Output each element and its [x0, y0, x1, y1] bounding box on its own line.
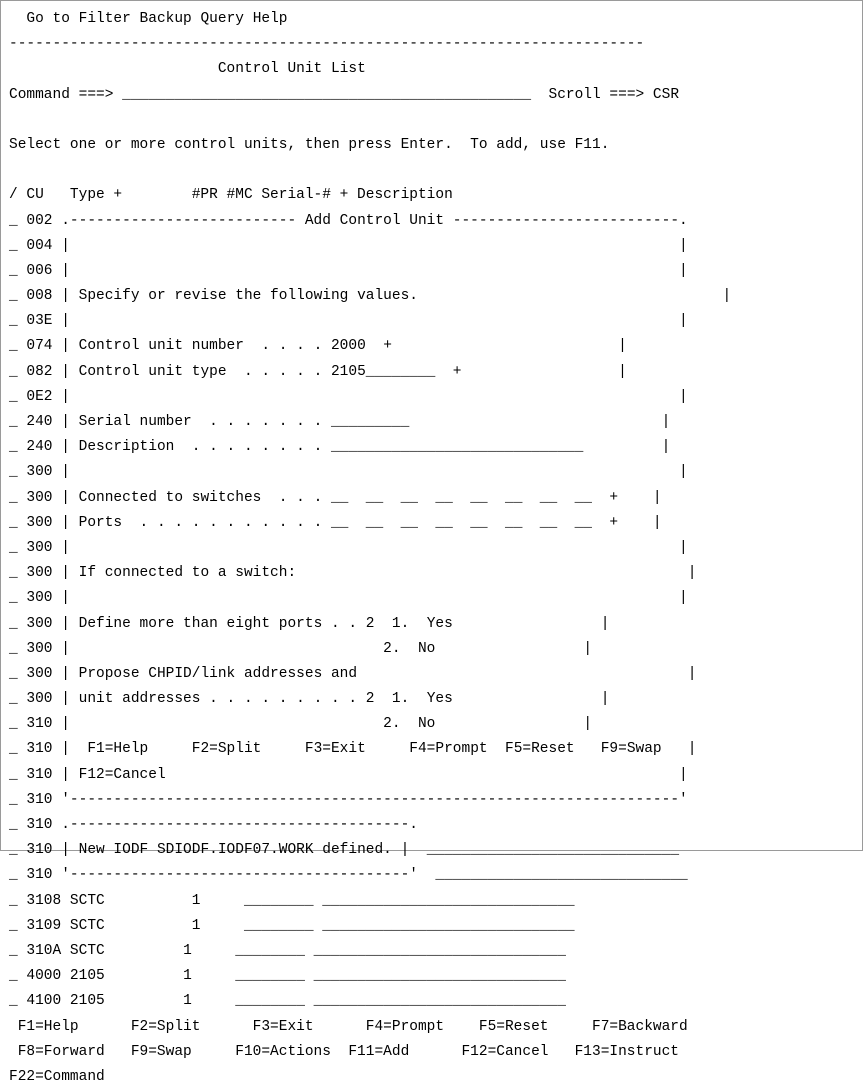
- row-cu: 3108: [26, 892, 62, 909]
- row-select[interactable]: _: [9, 917, 18, 934]
- option-propose-no[interactable]: 2. No: [383, 716, 436, 733]
- blank-row: [9, 158, 731, 183]
- row-select[interactable]: _: [9, 741, 18, 758]
- row-cu: 240: [26, 439, 53, 456]
- row-select[interactable]: _: [9, 716, 18, 733]
- field-input-ports[interactable]: __ __ __ __ __ __ __ __: [330, 514, 593, 531]
- row-type[interactable]: SCTC: [69, 917, 105, 934]
- row-cu: 310: [26, 716, 53, 733]
- prompt-icon[interactable]: +: [383, 338, 392, 355]
- table-row[interactable]: _ 300 | If connected to a switch: |: [9, 565, 697, 582]
- row-cu: 300: [26, 565, 53, 582]
- field-label-control-unit-type: Control unit type . . . . .: [78, 363, 323, 380]
- row-pr[interactable]: 1: [183, 942, 192, 959]
- row-cu: 240: [26, 414, 53, 430]
- table-row[interactable]: _ 310 | F12=Cancel |: [9, 766, 688, 783]
- popup-function-keys-line2[interactable]: F12=Cancel: [78, 766, 166, 783]
- field-input-control-unit-number[interactable]: 2000: [330, 338, 366, 355]
- message-popup-text: New IODF SDIODF.IODF07.WORK defined.: [78, 842, 392, 859]
- field-label-connected-to-switches: Connected to switches . . .: [78, 489, 323, 506]
- row-cu: 300: [26, 489, 53, 506]
- table-row[interactable]: _ 310 | F1=Help F2=Split F3=Exit F4=Prompt F5=Reset F9=Swap |: [9, 741, 697, 758]
- menu-bar[interactable]: [9, 7, 731, 32]
- field-label-control-unit-number: Control unit number . . . .: [78, 338, 323, 355]
- row-select[interactable]: _: [9, 439, 18, 456]
- table-row[interactable]: [9, 939, 731, 964]
- row-type[interactable]: SCTC: [69, 942, 105, 959]
- command-input[interactable]: _______________________________________________: [122, 86, 532, 103]
- row-select[interactable]: _: [9, 565, 18, 582]
- scroll-label: Scroll ===>: [548, 86, 645, 103]
- scroll-value[interactable]: CSR: [652, 86, 680, 103]
- table-row[interactable]: _ 03E | |: [9, 313, 688, 330]
- row-serial[interactable]: ________: [235, 942, 305, 959]
- row-serial[interactable]: ________: [235, 968, 305, 985]
- row-cu: 008: [26, 288, 53, 305]
- row-desc[interactable]: _____________________________: [322, 892, 575, 909]
- row-cu: 310: [26, 766, 53, 783]
- popup-function-keys-line1[interactable]: F1=Help F2=Split F3=Exit F4=Prompt F5=Reset F9=Swap: [87, 741, 662, 758]
- row-cu: 03E: [26, 313, 53, 330]
- field-input-serial-number[interactable]: _________: [330, 414, 410, 430]
- field-label-propose-line1: Propose CHPID/link addresses and: [78, 665, 358, 682]
- row-cu: 300: [26, 640, 53, 657]
- row-select[interactable]: _: [9, 892, 18, 909]
- table-row[interactable]: _ 300 | unit addresses . . . . . . . . . 2 1. Yes |: [9, 691, 610, 708]
- row-select[interactable]: _: [9, 640, 18, 657]
- option-define-more-ports-yes[interactable]: 1. Yes: [391, 615, 453, 632]
- message-popup-top-border: .---------------------------------------.: [61, 817, 418, 833]
- table-row[interactable]: _ 074 | Control unit number . . . . 2000 + |: [9, 338, 627, 355]
- option-define-more-ports-no[interactable]: 2. No: [383, 640, 436, 657]
- field-input-define-more-ports[interactable]: 2: [365, 615, 375, 632]
- table-row[interactable]: _ 310 '---------------------------------------' _____________________________: [9, 867, 688, 884]
- row-cu: 310: [26, 842, 53, 859]
- row-type[interactable]: 2105: [69, 993, 105, 1010]
- function-keys-line-2[interactable]: F8=Forward F9=Swap F10=Actions F11=Add F12=Cancel F13=Instruct: [9, 1043, 680, 1060]
- table-row[interactable]: _ 082 | Control unit type . . . . . 2105________ + |: [9, 363, 627, 380]
- row-cu: 074: [26, 338, 53, 355]
- field-input-connected-to-switches[interactable]: __ __ __ __ __ __ __ __: [330, 489, 593, 506]
- row-cu: 004: [26, 237, 53, 254]
- table-row[interactable]: _ 300 | |: [9, 590, 688, 607]
- row-cu: 300: [26, 539, 53, 556]
- row-cu: 300: [26, 615, 53, 632]
- table-row[interactable]: _ 300 | Define more than eight ports . . 2 1. Yes |: [9, 615, 610, 632]
- prompt-icon[interactable]: +: [609, 489, 619, 506]
- row-desc[interactable]: _____________________________: [313, 968, 566, 985]
- terminal-text: [9, 7, 731, 1090]
- field-label-serial-number: Serial number . . . . . . .: [78, 414, 323, 430]
- row-pr[interactable]: 1: [183, 993, 192, 1010]
- row-select[interactable]: _: [9, 842, 18, 859]
- table-row[interactable]: _ 310 | 2. No |: [9, 716, 593, 733]
- row-select[interactable]: _: [9, 388, 18, 405]
- blank-row: [9, 108, 731, 133]
- row-select[interactable]: _: [9, 993, 18, 1010]
- table-row[interactable]: _ 310 | New IODF SDIODF.IODF07.WORK defined. | _____________________________: [9, 842, 680, 859]
- row-serial[interactable]: ________: [243, 892, 314, 909]
- row-pr[interactable]: 1: [191, 892, 201, 909]
- table-row[interactable]: _ 0E2 | |: [9, 388, 688, 405]
- row-cu: 310: [26, 817, 53, 833]
- row-cu: 310: [26, 741, 53, 758]
- row-cu: 300: [26, 590, 53, 607]
- row-cu: 3109: [26, 917, 62, 934]
- popup-top-border: .-------------------------- Add Control Unit --------------------------.: [61, 212, 688, 229]
- row-select[interactable]: _: [9, 942, 18, 959]
- row-select[interactable]: _: [9, 539, 18, 556]
- row-select[interactable]: _: [9, 766, 18, 783]
- row-select[interactable]: _: [9, 288, 18, 305]
- row-cu: 002: [26, 212, 53, 229]
- message-popup-bottom-border: '---------------------------------------': [61, 867, 418, 884]
- row-cu: 300: [26, 464, 53, 481]
- row-desc[interactable]: _____________________________: [313, 993, 566, 1010]
- row-cu: 310A: [26, 942, 62, 959]
- row-select[interactable]: _: [9, 262, 18, 279]
- table-row[interactable]: _ 300 | Propose CHPID/link addresses and |: [9, 665, 697, 682]
- table-row[interactable]: [9, 788, 731, 813]
- row-type[interactable]: 2105: [69, 968, 105, 985]
- table-row[interactable]: _ 300 | Connected to switches . . . __ __ __ __ __ __ __ __ + |: [9, 489, 662, 506]
- row-pr[interactable]: 1: [191, 917, 201, 934]
- table-row[interactable]: _ 006 | |: [9, 262, 688, 279]
- function-keys-line-1[interactable]: F1=Help F2=Split F3=Exit F4=Prompt F5=Reset F7=Backward: [9, 1018, 688, 1035]
- table-row[interactable]: _ 240 | Serial number . . . . . . . _________ |: [9, 414, 671, 430]
- menu-item-go-to[interactable]: Go to: [26, 11, 70, 27]
- row-type[interactable]: SCTC: [69, 892, 105, 909]
- field-label-description: Description . . . . . . . .: [78, 439, 323, 456]
- table-row[interactable]: _ 300 | |: [9, 539, 688, 556]
- field-input-description[interactable]: _____________________________: [330, 439, 584, 456]
- row-select[interactable]: _: [9, 414, 18, 430]
- menu-item-backup[interactable]: Backup: [139, 11, 192, 27]
- table-row[interactable]: _ 008 | Specify or revise the following values. |: [9, 288, 732, 305]
- table-row[interactable]: [9, 813, 731, 838]
- row-serial[interactable]: ________: [243, 917, 314, 934]
- row-desc[interactable]: _____________________________: [313, 942, 566, 959]
- command-line-row[interactable]: [9, 83, 731, 108]
- row-cu: 006: [26, 262, 53, 279]
- instructions-text: Select one or more control units, then press Enter. To add, use F11.: [9, 136, 610, 153]
- menu-item-help[interactable]: Help: [252, 11, 288, 27]
- row-pr[interactable]: 1: [183, 968, 192, 985]
- row-desc[interactable]: _____________________________: [322, 917, 575, 934]
- row-select[interactable]: _: [9, 691, 18, 708]
- table-row[interactable]: _ 300 | Ports . . . . . . . . . . . __ __ __ __ __ __ __ __ + |: [9, 514, 662, 531]
- menu-item-query[interactable]: Query: [200, 11, 244, 27]
- table-row[interactable]: _ 300 | |: [9, 464, 688, 481]
- row-select[interactable]: _: [9, 615, 18, 632]
- row-cu: 082: [26, 363, 53, 380]
- row-select[interactable]: _: [9, 338, 18, 355]
- row-cu: 300: [26, 691, 53, 708]
- row-select[interactable]: _: [9, 514, 18, 531]
- row-cu: 4000: [26, 968, 62, 985]
- table-row[interactable]: _ 240 | Description . . . . . . . . _____________________________ |: [9, 439, 671, 456]
- switch-note: If connected to a switch:: [78, 565, 297, 582]
- row-cu: 4100: [26, 993, 62, 1010]
- menu-spacer: [9, 11, 26, 27]
- row-select[interactable]: _: [9, 968, 18, 985]
- popup-instruction: Specify or revise the following values.: [78, 288, 418, 305]
- prompt-icon[interactable]: +: [609, 514, 619, 531]
- header-rule: -------------------------------------------------------------------------: [9, 36, 645, 53]
- row-select[interactable]: _: [9, 489, 18, 506]
- table-row[interactable]: [9, 989, 731, 1014]
- row-select[interactable]: _: [9, 313, 18, 330]
- table-row[interactable]: [9, 914, 731, 939]
- row-cu: 310: [26, 791, 53, 808]
- row-select[interactable]: _: [9, 464, 18, 481]
- field-input-propose[interactable]: 2: [365, 691, 375, 708]
- list-column-headers: / CU Type + #PR #MC Serial-# + Description: [9, 187, 453, 204]
- table-row[interactable]: [9, 889, 731, 914]
- command-label: Command ===>: [9, 86, 114, 103]
- popup-bottom-border: '----------------------------------------------------------------------': [61, 791, 688, 808]
- table-row[interactable]: _ 004 | |: [9, 237, 688, 254]
- row-select[interactable]: _: [9, 665, 18, 682]
- prompt-icon[interactable]: +: [452, 363, 462, 380]
- field-input-control-unit-type[interactable]: 2105________: [330, 363, 436, 380]
- panel-title-row: [9, 57, 731, 82]
- row-select[interactable]: _: [9, 212, 18, 229]
- menu-item-filter[interactable]: Filter: [78, 11, 131, 27]
- option-propose-yes[interactable]: 1. Yes: [391, 691, 453, 708]
- row-select[interactable]: _: [9, 237, 18, 254]
- field-label-propose-line2: unit addresses . . . . . . . . .: [78, 691, 358, 708]
- row-select[interactable]: _: [9, 867, 18, 884]
- row-serial[interactable]: ________: [235, 993, 305, 1010]
- row-cu: 0E2: [26, 388, 53, 405]
- function-keys-line-3[interactable]: F22=Command: [9, 1068, 105, 1085]
- row-cu: 310: [26, 867, 53, 884]
- table-row[interactable]: _ 300 | 2. No |: [9, 640, 593, 657]
- row-select[interactable]: _: [9, 363, 18, 380]
- row-cu: 300: [26, 665, 53, 682]
- field-label-ports: Ports . . . . . . . . . . .: [78, 514, 323, 531]
- field-label-define-more-ports: Define more than eight ports . .: [78, 615, 358, 632]
- row-select[interactable]: _: [9, 791, 18, 808]
- table-row[interactable]: [9, 209, 731, 234]
- row-select[interactable]: _: [9, 590, 18, 607]
- row-cu: 300: [26, 514, 53, 531]
- page-title: Control Unit List: [217, 61, 366, 78]
- row-select[interactable]: _: [9, 817, 18, 833]
- table-row[interactable]: [9, 964, 731, 989]
